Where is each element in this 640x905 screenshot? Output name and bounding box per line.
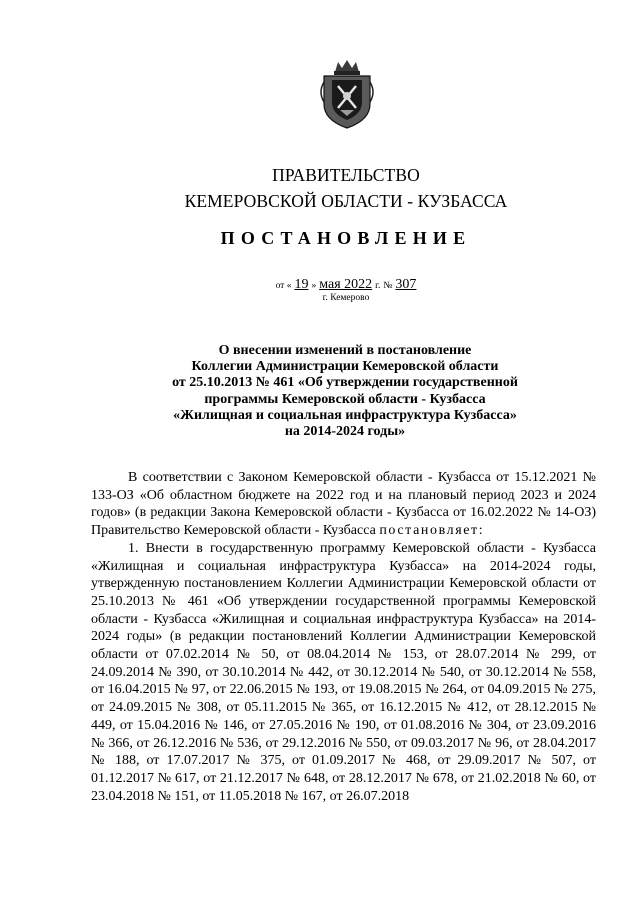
title-line: от 25.10.2013 № 461 «Об утверждении государственной [172, 375, 518, 391]
org-name-line1: ПРАВИТЕЛЬСТВО [272, 165, 420, 185]
date-month-year: мая 2022 [319, 277, 373, 292]
date-mid: » [311, 281, 317, 291]
document-number: 307 [395, 277, 417, 292]
document-city: г. Кемерово [322, 293, 370, 303]
org-name-line2: КЕМЕРОВСКОЙ ОБЛАСТИ - КУЗБАССА [184, 191, 508, 211]
title-line: на 2014-2024 годы» [284, 424, 406, 440]
title-line: программы Кемеровской области - Кузбасса [204, 391, 486, 407]
date-year-suffix: г. [375, 281, 381, 291]
title-line: О внесении изменений в постановление [218, 343, 472, 358]
document-body [91, 469, 596, 805]
date-day: 19 [294, 277, 309, 292]
number-label: № [383, 281, 393, 291]
preamble-text: В соответствии с Законом Кемеровской области - Кузбасса от 15.12.2021 № 133-ОЗ «Об областном бюджете на 2022 год и на плановый период 2023 и 2024 годов» (в редакции Закона Кемеровской области - Кузбасса от 16.02.2022 № 14-ОЗ) Правительство Кемеровской области - Кузбасса [91, 470, 596, 539]
title-line: Коллегии Администрации Кемеровской области [191, 359, 499, 375]
document-dateline [0, 276, 640, 294]
paragraph-preamble [91, 469, 596, 540]
resolves-word: постановляет: [379, 523, 485, 539]
title-line: «Жилищная и социальная инфраструктура Кузбасса» [173, 407, 517, 423]
document-type-heading: ПОСТАНОВЛЕНИЕ [220, 228, 472, 248]
document-title [96, 343, 594, 440]
coat-of-arms-icon [318, 58, 376, 130]
date-prefix: от « [275, 281, 292, 291]
paragraph-item-1: 1. Внести в государственную программу Кемеровской области - Кузбасса «Жилищная и социальная инфраструктура Кузбасса» на 2014-2024 годы, утвержденную постановлением Коллегии Администрации Кемеровской области от 25.10.2013 № 461 «Об утверждении государственной программы Кемеровской области - Кузбасса «Жилищная и социальная инфраструктура Кузбасса» на 2014-2024 годы» (в редакции постановлений Коллегии Администрации Кемеровской области от 07.02.2014 № 50, от 08.04.2014 № 153, от 28.07.2014 № 299, от 24.09.2014 № 390, от 30.10.2014 № 442, от 30.12.2014 № 540, от 30.12.2014 № 558, от 16.04.2015 № 97, от 22.06.2015 № 193, от 19.08.2015 № 264, от 04.09.2015 № 275, от 24.09.2015 № 308, от 05.11.2015 № 365, от 16.12.2015 № 412, от 28.12.2015 № 449, от 15.04.2016 № 146, от 27.05.2016 № 190, от 01.08.2016 № 304, от 23.09.2016 № 366, от 26.12.2016 № 536, от 29.12.2016 № 550, от 09.03.2017 № 96, от 28.04.2017 № 188, от 17.07.2017 № 375, от 01.09.2017 № 468, от 29.09.2017 № 507, от 01.12.2017 № 617, от 21.12.2017 № 648, от 28.12.2017 № 678, от 21.02.2018 № 60, от 23.04.2018 № 151, от 11.05.2018 № 167, от 26.07.2018 [91, 540, 596, 804]
